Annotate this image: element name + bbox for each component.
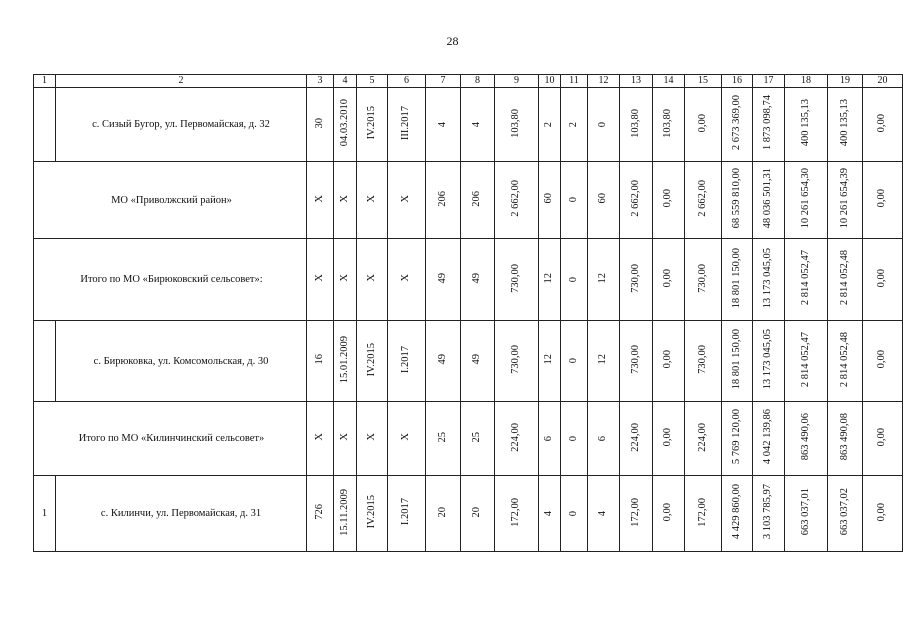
cell-value: 0,00: [662, 350, 674, 369]
total-row: [34, 402, 903, 476]
row-name: с. Килинчи, ул. Первомайская, д. 31: [56, 476, 307, 552]
cell-value: III.2017: [400, 105, 412, 141]
cell-col-5: [357, 402, 388, 476]
cell-col-17: [753, 476, 785, 552]
cell-value: 12: [597, 272, 609, 284]
cell-col-7: [426, 321, 461, 402]
cell-col-19: [828, 162, 863, 239]
cell-col-15: [685, 162, 722, 239]
cell-value: 726: [313, 504, 325, 520]
cell-col-8: [461, 321, 495, 402]
column-number-9: 9: [495, 75, 539, 88]
cell-col-13: [620, 88, 653, 162]
cell-value: 2: [567, 121, 579, 127]
cell-value: 0: [567, 435, 579, 441]
column-number-17: 17: [753, 75, 785, 88]
cell-value: 0: [567, 358, 579, 364]
cell-col-4: [334, 162, 357, 239]
cell-value: 730,00: [510, 345, 522, 374]
cell-col-14: [653, 162, 685, 239]
register-table: [33, 74, 903, 552]
table-body: [34, 75, 903, 552]
cell-value: 18 801 150,00: [730, 329, 742, 390]
cell-value: 0,00: [662, 427, 674, 447]
cell-value: 863 490,06: [799, 413, 811, 461]
cell-col-5: [357, 321, 388, 402]
cell-value: 0: [567, 510, 579, 516]
cell-value: Х: [400, 194, 412, 203]
cell-col-10: [539, 88, 561, 162]
cell-col-3: [307, 321, 334, 402]
cell-value: 730,00: [696, 345, 708, 374]
cell-col-9: [495, 239, 539, 321]
column-number-5: 5: [357, 75, 388, 88]
cell-value: 172,00: [510, 497, 522, 527]
cell-col-15: [685, 88, 722, 162]
column-number-4: 4: [334, 75, 357, 88]
cell-value: 224,00: [696, 422, 708, 452]
cell-value: 68 559 810,00: [730, 168, 742, 229]
cell-value: 49: [471, 354, 483, 365]
cell-col-11: [561, 162, 588, 239]
cell-col-6: [388, 476, 426, 552]
column-number-18: 18: [785, 75, 828, 88]
cell-value: 730,00: [629, 345, 641, 374]
row-number: [34, 321, 56, 402]
cell-col-11: [561, 402, 588, 476]
cell-value: 400 135,13: [838, 99, 850, 147]
cell-col-13: [620, 321, 653, 402]
row-name: Итого по МО «Бирюковский сельсовет»:: [34, 239, 307, 321]
cell-value: 13 173 045,05: [762, 329, 774, 390]
cell-value: 103,80: [662, 108, 674, 138]
column-number-1: 1: [34, 75, 56, 88]
cell-col-10: [539, 239, 561, 321]
cell-col-3: [307, 402, 334, 476]
cell-value: 730,00: [696, 263, 708, 293]
cell-col-12: [588, 88, 620, 162]
cell-value: 60: [543, 193, 555, 204]
cell-value: 206: [471, 190, 483, 207]
cell-col-5: [357, 239, 388, 321]
cell-value: 25: [471, 431, 483, 443]
cell-value: 2 814 052,48: [838, 331, 850, 388]
column-number-15: 15: [685, 75, 722, 88]
cell-value: 2: [543, 121, 555, 127]
cell-col-11: [561, 88, 588, 162]
column-number-12: 12: [588, 75, 620, 88]
cell-value: 0,00: [662, 189, 674, 208]
cell-col-14: [653, 321, 685, 402]
cell-col-7: [426, 88, 461, 162]
cell-value: Х: [313, 194, 325, 203]
cell-col-10: [539, 321, 561, 402]
cell-col-19: [828, 402, 863, 476]
cell-value: 49: [436, 354, 448, 365]
cell-col-16: [722, 88, 753, 162]
cell-col-12: [588, 321, 620, 402]
cell-col-4: [334, 321, 357, 402]
cell-col-12: [588, 162, 620, 239]
row-name: МО «Приволжский район»: [34, 162, 307, 239]
cell-value: Х: [338, 433, 350, 441]
column-number-11: 11: [561, 75, 588, 88]
cell-col-18: [785, 321, 828, 402]
column-number-20: 20: [863, 75, 903, 88]
cell-value: 4: [597, 510, 609, 516]
cell-col-14: [653, 88, 685, 162]
cell-value: 15.11.2009: [338, 488, 350, 536]
cell-value: 172,00: [629, 497, 641, 527]
cell-col-4: [334, 402, 357, 476]
cell-value: IV.2015: [365, 342, 377, 377]
cell-value: IV.2015: [365, 106, 377, 140]
cell-col-8: [461, 402, 495, 476]
cell-col-20: [863, 321, 903, 402]
cell-value: 4: [436, 121, 448, 127]
row-name: с. Сизый Бугор, ул. Первомайская, д. 32: [56, 88, 307, 162]
column-number-8: 8: [461, 75, 495, 88]
cell-col-19: [828, 239, 863, 321]
cell-col-16: [722, 239, 753, 321]
table-row: [34, 476, 903, 552]
cell-value: 0,00: [662, 268, 674, 288]
cell-col-20: [863, 476, 903, 552]
cell-value: Х: [338, 194, 350, 203]
cell-value: 13 173 045,05: [762, 247, 774, 309]
cell-value: 0: [567, 197, 579, 203]
row-name: с. Бирюковка, ул. Комсомольская, д. 30: [56, 321, 307, 402]
cell-col-19: [828, 321, 863, 402]
cell-col-12: [588, 239, 620, 321]
cell-value: 6: [543, 435, 555, 441]
cell-col-17: [753, 239, 785, 321]
cell-col-9: [495, 402, 539, 476]
cell-col-15: [685, 476, 722, 552]
cell-col-6: [388, 321, 426, 402]
cell-value: 400 135,13: [799, 99, 811, 147]
cell-value: 103,80: [629, 108, 641, 138]
cell-value: 2 662,00: [629, 180, 641, 217]
cell-value: 663 037,01: [799, 488, 811, 536]
cell-col-19: [828, 476, 863, 552]
cell-value: 18 801 150,00: [730, 247, 742, 309]
cell-value: 12: [543, 272, 555, 284]
cell-value: 12: [543, 354, 555, 365]
cell-value: 0,00: [876, 350, 888, 369]
cell-value: 49: [471, 272, 483, 284]
cell-col-17: [753, 88, 785, 162]
cell-col-18: [785, 162, 828, 239]
cell-value: 0,00: [662, 502, 674, 522]
cell-value: 172,00: [696, 497, 708, 527]
cell-value: 2 662,00: [510, 180, 522, 217]
cell-col-5: [357, 88, 388, 162]
cell-col-9: [495, 321, 539, 402]
cell-value: 15.01.2009: [338, 335, 350, 384]
cell-col-5: [357, 162, 388, 239]
cell-value: 12: [597, 354, 609, 365]
cell-col-20: [863, 402, 903, 476]
cell-col-8: [461, 476, 495, 552]
cell-col-7: [426, 402, 461, 476]
cell-col-6: [388, 88, 426, 162]
cell-col-16: [722, 402, 753, 476]
cell-value: Х: [400, 274, 412, 282]
cell-value: Х: [313, 433, 325, 441]
cell-col-3: [307, 162, 334, 239]
cell-col-20: [863, 162, 903, 239]
cell-col-8: [461, 162, 495, 239]
cell-col-13: [620, 162, 653, 239]
cell-col-9: [495, 88, 539, 162]
cell-col-16: [722, 476, 753, 552]
cell-value: 2 814 052,48: [838, 250, 850, 306]
cell-col-6: [388, 162, 426, 239]
cell-col-8: [461, 88, 495, 162]
cell-col-10: [539, 162, 561, 239]
cell-value: 30: [313, 117, 325, 129]
cell-value: 49: [436, 272, 448, 284]
cell-value: 5 769 120,00: [730, 409, 742, 465]
cell-col-7: [426, 476, 461, 552]
cell-col-14: [653, 402, 685, 476]
cell-value: 48 036 501,31: [762, 168, 774, 229]
cell-col-4: [334, 476, 357, 552]
cell-value: 0,00: [876, 113, 888, 133]
cell-value: 0,00: [876, 189, 888, 208]
cell-value: I.2017: [400, 498, 412, 526]
cell-col-17: [753, 162, 785, 239]
cell-col-12: [588, 402, 620, 476]
cell-col-11: [561, 239, 588, 321]
cell-value: 6: [597, 435, 609, 441]
cell-col-13: [620, 402, 653, 476]
total-row: [34, 239, 903, 321]
cell-value: 20: [436, 506, 448, 518]
column-number-14: 14: [653, 75, 685, 88]
cell-col-17: [753, 321, 785, 402]
column-number-7: 7: [426, 75, 461, 88]
cell-value: 206: [436, 190, 448, 207]
cell-value: IV.2015: [365, 495, 377, 529]
cell-col-5: [357, 476, 388, 552]
cell-value: Х: [400, 433, 412, 441]
cell-col-20: [863, 88, 903, 162]
cell-value: 4 429 860,00: [730, 484, 742, 540]
cell-col-15: [685, 402, 722, 476]
cell-value: 16: [313, 354, 325, 365]
cell-col-13: [620, 476, 653, 552]
cell-value: 2 814 052,47: [799, 250, 811, 306]
cell-value: Х: [313, 274, 325, 282]
cell-col-3: [307, 476, 334, 552]
cell-value: 0: [597, 121, 609, 127]
cell-value: 2 673 369,00: [730, 95, 742, 151]
cell-col-14: [653, 476, 685, 552]
cell-value: 04.03.2010: [338, 99, 350, 147]
cell-col-7: [426, 162, 461, 239]
cell-value: 4: [543, 510, 555, 516]
cell-col-12: [588, 476, 620, 552]
page-number: 28: [446, 34, 459, 48]
cell-value: 0,00: [876, 427, 888, 447]
column-number-19: 19: [828, 75, 863, 88]
cell-col-6: [388, 239, 426, 321]
cell-col-16: [722, 321, 753, 402]
cell-col-10: [539, 476, 561, 552]
cell-value: 224,00: [510, 422, 522, 452]
cell-value: 4: [471, 121, 483, 127]
cell-value: Х: [338, 274, 350, 282]
cell-col-19: [828, 88, 863, 162]
cell-col-15: [685, 239, 722, 321]
cell-col-3: [307, 239, 334, 321]
cell-col-17: [753, 402, 785, 476]
cell-col-13: [620, 239, 653, 321]
cell-col-11: [561, 321, 588, 402]
cell-col-9: [495, 162, 539, 239]
column-number-13: 13: [620, 75, 653, 88]
cell-value: 2 662,00: [696, 180, 708, 217]
cell-value: 25: [436, 431, 448, 443]
cell-value: 60: [597, 193, 609, 204]
cell-value: 224,00: [629, 422, 641, 452]
cell-col-18: [785, 402, 828, 476]
cell-col-11: [561, 476, 588, 552]
cell-value: 0,00: [876, 268, 888, 288]
column-number-3: 3: [307, 75, 334, 88]
table-row: [34, 321, 903, 402]
cell-value: Х: [365, 274, 377, 282]
cell-col-16: [722, 162, 753, 239]
cell-value: 10 261 654,39: [838, 168, 850, 229]
cell-value: 730,00: [510, 263, 522, 293]
cell-value: 10 261 654,30: [799, 168, 811, 229]
cell-value: 103,80: [510, 108, 522, 138]
cell-col-14: [653, 239, 685, 321]
row-number: 1: [34, 476, 56, 552]
cell-col-15: [685, 321, 722, 402]
cell-col-20: [863, 239, 903, 321]
cell-value: Х: [365, 433, 377, 441]
cell-col-18: [785, 239, 828, 321]
cell-col-9: [495, 476, 539, 552]
cell-col-8: [461, 239, 495, 321]
row-number: [34, 88, 56, 162]
cell-col-4: [334, 88, 357, 162]
table-row: [34, 88, 903, 162]
column-number-16: 16: [722, 75, 753, 88]
total-row: [34, 162, 903, 239]
cell-col-18: [785, 88, 828, 162]
cell-col-10: [539, 402, 561, 476]
cell-col-3: [307, 88, 334, 162]
cell-value: Х: [365, 194, 377, 203]
cell-col-7: [426, 239, 461, 321]
cell-value: 0,00: [696, 113, 708, 133]
cell-value: 20: [471, 506, 483, 518]
cell-value: 0: [567, 276, 579, 282]
cell-value: 3 103 785,97: [762, 484, 774, 540]
cell-value: 863 490,08: [838, 413, 850, 461]
cell-value: 0,00: [876, 502, 888, 522]
column-number-2: 2: [56, 75, 307, 88]
cell-col-6: [388, 402, 426, 476]
column-number-10: 10: [539, 75, 561, 88]
cell-value: I.2017: [400, 345, 412, 374]
row-name: Итого по МО «Килинчинский сельсовет»: [34, 402, 307, 476]
cell-value: 1 873 098,74: [762, 95, 774, 151]
cell-value: 4 042 139,86: [762, 409, 774, 465]
cell-col-18: [785, 476, 828, 552]
cell-value: 663 037,02: [838, 488, 850, 536]
column-number-row: [34, 75, 903, 88]
column-number-6: 6: [388, 75, 426, 88]
cell-col-4: [334, 239, 357, 321]
cell-value: 730,00: [629, 263, 641, 293]
cell-value: 2 814 052,47: [799, 331, 811, 388]
